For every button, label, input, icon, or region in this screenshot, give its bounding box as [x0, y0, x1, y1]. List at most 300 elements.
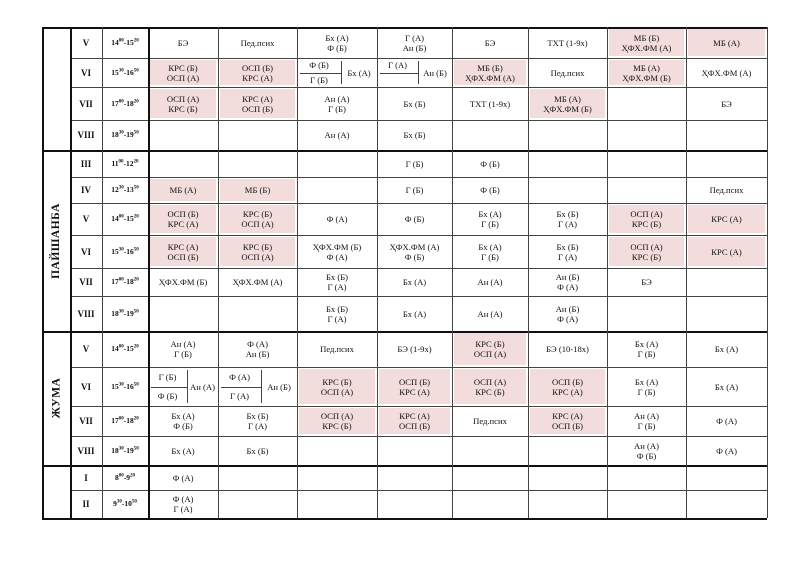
lesson-entry: Бх (Б) [403, 98, 426, 109]
lesson-entry: МБ (Б) [477, 62, 503, 73]
lesson-entry: Ф (А) [326, 251, 348, 262]
lesson-time: $14^{00}-15^{20}$ [111, 214, 139, 223]
schedule-cell [528, 406, 607, 436]
day-cell [42, 27, 70, 150]
schedule-cell [218, 177, 297, 203]
schedule-cell [452, 406, 528, 436]
schedule-cell [148, 235, 218, 268]
lesson-entry: Ф (Б) [404, 251, 425, 262]
schedule-cell [452, 268, 528, 296]
lesson-time-cell [102, 367, 148, 406]
lesson-time: $9^{30}-10^{50}$ [113, 499, 137, 508]
lesson-entry: ОСП (Б) [167, 209, 199, 219]
grid-line [102, 27, 103, 518]
lesson-number-cell [70, 490, 102, 518]
lesson-entry: Г (Б) [637, 349, 656, 359]
lesson-number-cell [70, 177, 102, 203]
schedule-cell [377, 150, 452, 177]
lesson-time: $12^{30}-13^{50}$ [111, 185, 139, 194]
lesson-entry: Бх (А) [714, 344, 739, 354]
schedule-split-cell [377, 58, 418, 73]
lesson-number: VII [79, 98, 93, 109]
lesson-time: $17^{00}-18^{20}$ [111, 416, 139, 425]
lesson-entry: ҲФХ.ФМ (А) [701, 67, 752, 78]
lesson-entry: ОСП (А) [473, 376, 507, 387]
schedule-cell [218, 87, 297, 120]
lesson-entry: ҲФХ.ФМ (Б) [312, 241, 362, 252]
lesson-entry: БЭ [641, 277, 652, 287]
schedule-split-cell [261, 367, 297, 406]
lesson-entry: ОСП (А) [241, 219, 274, 229]
schedule-cell [377, 27, 452, 58]
split-divider [151, 387, 187, 388]
schedule-cell [452, 367, 528, 406]
lesson-entry: Ан (Б) [245, 349, 270, 359]
lesson-time-cell [102, 150, 148, 177]
schedule-cell [686, 367, 767, 406]
grid-line [607, 27, 608, 518]
lesson-entry: КРС (А) [552, 386, 583, 397]
lesson-entry: Ан (Б) [555, 272, 580, 282]
split-bottom-left: Ф (Б) [157, 391, 178, 402]
lesson-entry: Г (А) [247, 421, 268, 431]
schedule-cell [377, 235, 452, 268]
lesson-entry: Бх (А) [634, 339, 659, 349]
lesson-entry: Пед.псих [320, 344, 354, 354]
schedule-cell [377, 331, 452, 367]
lesson-time-cell [102, 27, 148, 58]
lesson-entry: Ан (А) [324, 130, 350, 140]
schedule-cell [528, 58, 607, 87]
schedule-cell [148, 58, 218, 87]
lesson-entry: КРС (А) [242, 72, 273, 83]
schedule-cell [607, 367, 686, 406]
schedule-cell [528, 27, 607, 58]
schedule-split-cell [297, 58, 341, 73]
schedule-cell [528, 331, 607, 367]
lesson-entry: МБ (А) [633, 62, 660, 73]
lesson-entry: МБ (Б) [244, 185, 271, 195]
split-top-left: Ф (А) [229, 371, 250, 382]
lesson-entry: КРС (А) [399, 386, 430, 397]
schedule-cell [218, 235, 297, 268]
split-divider [300, 73, 341, 74]
lesson-entry: КРС (Б) [168, 62, 198, 73]
lesson-entry: Г (А) [327, 282, 347, 292]
lesson-number-cell [70, 268, 102, 296]
schedule-cell [297, 87, 377, 120]
schedule-split-cell [341, 58, 377, 87]
split-bottom-left: Г (А) [229, 391, 250, 402]
schedule-cell [607, 27, 686, 58]
lesson-entry: Ф (А) [716, 445, 737, 456]
lesson-entry: КРС (А) [711, 246, 742, 257]
schedule-cell [452, 177, 528, 203]
schedule-cell [452, 296, 528, 331]
schedule-split-cell [218, 387, 261, 407]
lesson-entry: КРС (А) [167, 219, 199, 229]
schedule-cell [218, 27, 297, 58]
lesson-entry: КРС (Б) [242, 241, 273, 252]
lesson-entry: ҲФХ.ФМ (А) [465, 72, 515, 83]
schedule-cell [452, 87, 528, 120]
lesson-number: VIII [77, 130, 95, 140]
lesson-entry: Ф (Б) [327, 42, 347, 53]
split-divider [187, 370, 188, 403]
lesson-time: $15^{30}-16^{50}$ [111, 381, 139, 391]
lesson-entry: Пед.псих [709, 185, 744, 195]
lesson-time: $17^{00}-18^{20}$ [111, 277, 139, 286]
lesson-entry: Ан (А) [634, 411, 659, 421]
split-right: Ан (А) [190, 381, 215, 392]
grid-line [70, 203, 767, 204]
lesson-time: $11^{00}-12^{20}$ [111, 158, 139, 168]
schedule-cell [607, 235, 686, 268]
lesson-entry: Ф (А) [716, 416, 737, 426]
split-top-left: Г (Б) [158, 371, 177, 382]
lesson-entry: КРС (Б) [322, 376, 352, 387]
schedule-cell [686, 203, 767, 235]
grid-line [42, 331, 767, 333]
lesson-entry: Г (А) [404, 32, 425, 43]
lesson-entry: Ан (Б) [555, 303, 580, 314]
lesson-entry: МБ (Б) [633, 32, 660, 43]
lesson-entry: Бх (А) [478, 209, 502, 219]
schedule-cell [148, 268, 218, 296]
schedule-cell [148, 465, 218, 490]
lesson-time-cell [102, 436, 148, 465]
lesson-time: $15^{30}-16^{50}$ [111, 67, 139, 77]
schedule-cell [297, 120, 377, 150]
lesson-entry: КРС (А) [242, 93, 273, 104]
grid-line [70, 436, 767, 437]
schedule-cell [452, 203, 528, 235]
lesson-entry: ОСП (А) [241, 251, 274, 262]
lesson-entry: Г (Б) [637, 421, 656, 431]
schedule-cell [452, 235, 528, 268]
split-divider [341, 61, 342, 84]
split-divider [221, 387, 261, 388]
lesson-entry: Ф (Б) [404, 214, 425, 224]
lesson-entry: КРС (Б) [242, 209, 273, 219]
lesson-entry: Бх (А) [402, 308, 427, 319]
lesson-entry: КРС (Б) [475, 339, 505, 349]
lesson-number: V [82, 214, 90, 224]
grid-line [70, 120, 767, 121]
schedule-cell [607, 436, 686, 465]
lesson-time: $18^{30}-19^{50}$ [111, 308, 139, 318]
schedule-cell [148, 436, 218, 465]
lesson-number-cell [70, 150, 102, 177]
schedule-cell [686, 27, 767, 58]
split-divider [380, 73, 418, 74]
grid-line [70, 268, 767, 269]
lesson-entry: ОСП (А) [630, 209, 663, 219]
lesson-entry: Г (Б) [637, 386, 656, 397]
day-cell [42, 150, 70, 331]
schedule-cell [148, 490, 218, 518]
lesson-entry: ОСП (Б) [551, 421, 584, 431]
lesson-entry: Ф (А) [326, 214, 348, 224]
lesson-number: IV [80, 185, 91, 195]
lesson-entry: Г (Б) [481, 251, 499, 262]
lesson-entry: КРС (Б) [322, 421, 352, 431]
schedule-cell [297, 331, 377, 367]
schedule-cell [148, 87, 218, 120]
schedule-cell [607, 268, 686, 296]
lesson-time: $8^{00}-9^{20}$ [115, 472, 135, 482]
lesson-entry: Г (А) [327, 313, 347, 324]
lesson-number-cell [70, 367, 102, 406]
schedule-cell [452, 150, 528, 177]
schedule-cell [297, 235, 377, 268]
lesson-entry: Бх (Б) [246, 445, 269, 456]
schedule-cell [686, 235, 767, 268]
schedule-cell [377, 87, 452, 120]
lesson-time: $18^{30}-19^{50}$ [111, 130, 139, 139]
schedule-cell [297, 367, 377, 406]
lesson-entry: БЭ [721, 98, 732, 109]
lesson-entry: Ф (А) [557, 282, 578, 292]
schedule-cell [528, 235, 607, 268]
day-label: ПАЙШАНБА [50, 202, 62, 279]
lesson-entry: Бх (Б) [556, 209, 579, 219]
lesson-entry: КРС (А) [399, 411, 430, 421]
lesson-number-cell [70, 27, 102, 58]
split-divider [418, 61, 419, 84]
split-bottom-left: Г (Б) [310, 74, 328, 85]
lesson-entry: Пед.псих [473, 416, 507, 426]
schedule-cell [148, 203, 218, 235]
lesson-entry: Г (А) [173, 504, 193, 514]
lesson-entry: Ф (А) [247, 339, 268, 349]
lesson-entry: Ф (Б) [480, 185, 500, 195]
grid-line [70, 177, 767, 178]
lesson-entry: Пед.псих [550, 67, 585, 78]
grid-line [70, 367, 767, 368]
lesson-time-cell [102, 177, 148, 203]
schedule-cell [218, 268, 297, 296]
lesson-entry: Бх (Б) [325, 303, 349, 314]
lesson-number-cell [70, 296, 102, 331]
lesson-time-cell [102, 296, 148, 331]
lesson-time-cell [102, 87, 148, 120]
grid-line [42, 518, 767, 520]
schedule-cell [218, 58, 297, 87]
lesson-entry: Ф (А) [557, 313, 578, 324]
grid-line [70, 296, 767, 297]
grid-line [42, 150, 767, 152]
lesson-time-cell [102, 465, 148, 490]
grid-line [42, 27, 44, 518]
schedule-cell [377, 268, 452, 296]
lesson-time-cell [102, 235, 148, 268]
lesson-entry: МБ (А) [554, 93, 581, 104]
day-cell [42, 465, 70, 518]
grid-line [70, 27, 72, 518]
schedule-split-cell [148, 387, 187, 407]
grid-line [42, 27, 767, 29]
lesson-entry: Бх (А) [478, 241, 502, 252]
schedule-cell [528, 367, 607, 406]
lesson-entry: ОСП (Б) [167, 251, 199, 262]
lesson-entry: ТХТ (1-9х) [469, 98, 511, 109]
lesson-number-cell [70, 87, 102, 120]
lesson-entry: ОСП (Б) [398, 376, 431, 387]
schedule-cell [607, 203, 686, 235]
schedule-split-cell [297, 73, 341, 88]
schedule-cell [297, 296, 377, 331]
grid-line [70, 235, 767, 236]
split-right: Ан (Б) [267, 381, 291, 392]
grid-line [297, 27, 298, 518]
schedule-cell [377, 406, 452, 436]
lesson-number: VII [79, 416, 93, 426]
lesson-entry: Ф (А) [172, 494, 194, 504]
lesson-time-cell [102, 331, 148, 367]
split-right: Бх (А) [347, 67, 371, 78]
split-right: Ан (Б) [423, 67, 447, 78]
lesson-number: VII [79, 277, 93, 287]
schedule-cell [686, 58, 767, 87]
schedule-cell [528, 203, 607, 235]
schedule-cell [607, 331, 686, 367]
schedule-cell [377, 367, 452, 406]
lesson-entry: ОСП (Б) [241, 103, 274, 114]
schedule-cell [377, 203, 452, 235]
schedule-cell [218, 203, 297, 235]
lesson-entry: КРС (Б) [475, 386, 505, 397]
lesson-entry: ҲФХ.ФМ (Б) [158, 277, 208, 287]
schedule-cell [607, 58, 686, 87]
lesson-entry: Г (Б) [405, 158, 424, 169]
lesson-entry: ОСП (А) [630, 241, 663, 252]
grid-line [42, 465, 767, 467]
lesson-number-cell [70, 465, 102, 490]
schedule-cell [686, 331, 767, 367]
lesson-entry: Г (А) [557, 219, 578, 229]
lesson-number: VI [80, 246, 91, 257]
grid-line [377, 27, 378, 518]
lesson-entry: КРС (А) [552, 411, 583, 421]
lesson-number: VIII [77, 308, 95, 319]
schedule-split-cell [377, 73, 418, 88]
lesson-entry: ОСП (А) [473, 349, 507, 359]
lesson-entry: ОСП (А) [320, 386, 354, 397]
lesson-time: $17^{00}-18^{20}$ [111, 98, 139, 108]
lesson-entry: ҲФХ.ФМ (А) [389, 241, 440, 252]
lesson-entry: БЭ (1-9х) [397, 344, 432, 354]
schedule-cell [297, 27, 377, 58]
lesson-entry: КРС (Б) [631, 251, 662, 262]
schedule-cell [452, 331, 528, 367]
grid-line [70, 406, 767, 407]
lesson-entry: ОСП (Б) [398, 421, 431, 431]
grid-line [70, 58, 767, 59]
schedule-cell [686, 436, 767, 465]
grid-line [452, 27, 453, 518]
lesson-entry: БЭ (10-18х) [546, 344, 589, 354]
lesson-entry: Пед.псих [240, 37, 275, 48]
lesson-time-cell [102, 203, 148, 235]
lesson-entry: Бх (А) [171, 445, 195, 456]
lesson-entry: ҲФХ.ФМ (Б) [622, 72, 671, 83]
lesson-entry: Ф (А) [172, 472, 194, 483]
lesson-entry: Ан (А) [324, 93, 350, 104]
lesson-entry: Ф (Б) [480, 158, 500, 169]
grid-line [528, 27, 529, 518]
lesson-entry: ТХТ (1-9х) [547, 37, 588, 48]
lesson-time-cell [102, 490, 148, 518]
day-cell [42, 331, 70, 465]
grid-line [686, 27, 687, 518]
schedule-cell [148, 406, 218, 436]
lesson-entry: БЭ [484, 37, 496, 48]
lesson-number-cell [70, 203, 102, 235]
lesson-entry: Г (Б) [174, 349, 192, 359]
grid-line [767, 27, 768, 518]
lesson-entry: МБ (А) [713, 37, 740, 48]
schedule-cell [607, 406, 686, 436]
lesson-entry: Бх (А) [171, 411, 195, 421]
lesson-entry: ҲФХ.ФМ (Б) [543, 103, 592, 114]
lesson-time-cell [102, 406, 148, 436]
lesson-number: VI [80, 381, 91, 392]
lesson-entry: Бх (Б) [403, 130, 426, 140]
lesson-entry: Ан (Б) [402, 42, 427, 53]
lesson-number-cell [70, 120, 102, 150]
lesson-number: III [80, 158, 92, 169]
schedule-cell [148, 331, 218, 367]
lesson-entry: Бх (Б) [556, 241, 579, 252]
lesson-entry: Бх (А) [402, 277, 427, 287]
lesson-entry: ҲФХ.ФМ (А) [232, 277, 283, 287]
lesson-entry: ОСП (А) [166, 72, 200, 83]
lesson-number: VI [80, 67, 91, 78]
lesson-entry: Бх (А) [714, 381, 739, 392]
lesson-entry: БЭ [177, 37, 189, 48]
schedule-cell [377, 120, 452, 150]
lesson-number-cell [70, 406, 102, 436]
schedule-cell [148, 27, 218, 58]
split-top-left: Ф (Б) [309, 60, 329, 71]
schedule-cell [148, 177, 218, 203]
day-label: ЖУМА [50, 377, 62, 419]
lesson-time: $15^{30}-16^{50}$ [111, 246, 139, 256]
lesson-entry: Ан (А) [477, 277, 503, 287]
lesson-time: $14^{00}-15^{20}$ [111, 344, 139, 353]
lesson-entry: КРС (А) [167, 241, 199, 252]
lesson-entry: Бх (А) [325, 32, 349, 43]
lesson-entry: ОСП (А) [166, 93, 200, 104]
lesson-number: V [82, 344, 90, 354]
lesson-entry: Ф (Б) [636, 450, 657, 461]
schedule-cell [297, 268, 377, 296]
lesson-entry: Г (Б) [405, 185, 424, 195]
schedule-cell [452, 27, 528, 58]
lesson-number-cell [70, 436, 102, 465]
lesson-entry: Ан (А) [477, 308, 503, 319]
lesson-time-cell [102, 268, 148, 296]
schedule-split-cell [187, 367, 218, 406]
schedule-split-cell [148, 367, 187, 387]
schedule-cell [377, 177, 452, 203]
lesson-entry: КРС (Б) [631, 219, 662, 229]
lesson-entry: Бх (Б) [246, 411, 269, 421]
lesson-entry: КРС (Б) [168, 103, 198, 114]
schedule-cell [218, 436, 297, 465]
lesson-time: $18^{30}-19^{50}$ [111, 445, 139, 455]
